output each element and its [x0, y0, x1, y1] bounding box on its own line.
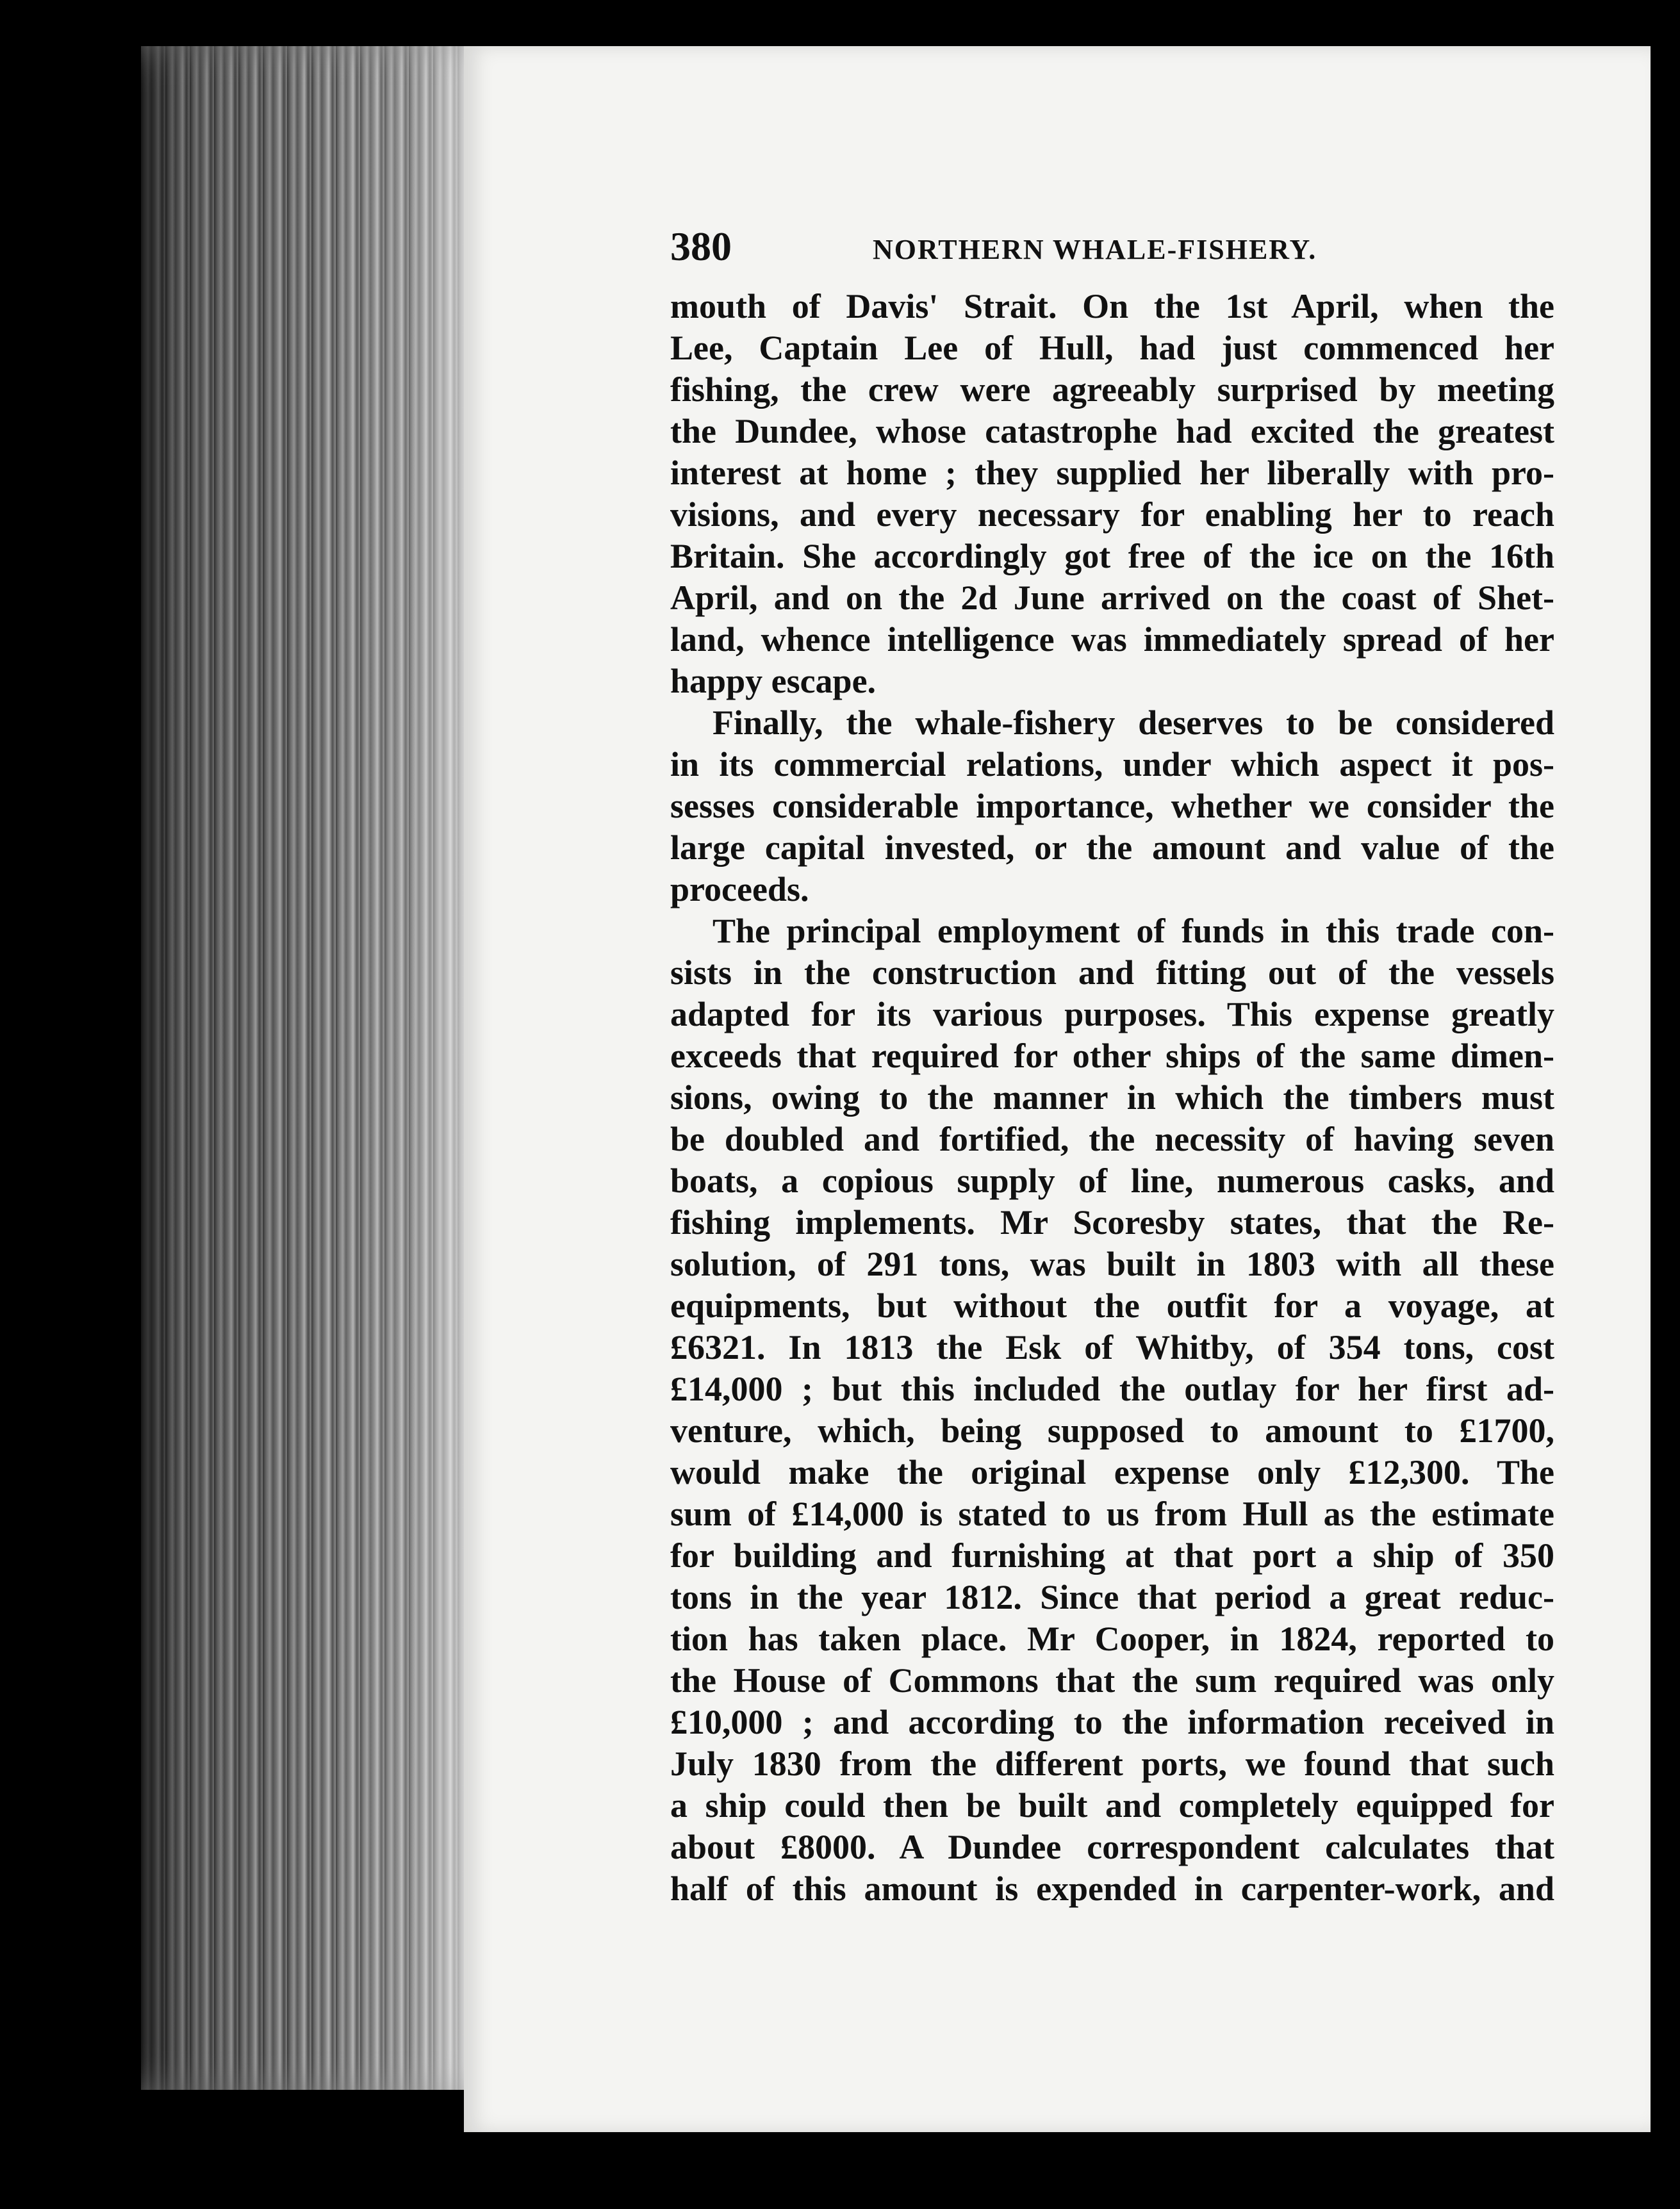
text-line: land, whence intelligence was immediately spread of her: [670, 620, 1554, 659]
text-line: the Dundee, whose catastrophe had excited the greatest: [670, 412, 1554, 450]
text-line: be doubled and fortified, the necessity of having seven: [670, 1120, 1554, 1158]
text-line: tion has taken place. Mr Cooper, in 1824, reported to: [670, 1620, 1554, 1658]
text-line: July 1830 from the different ports, we found that such: [670, 1745, 1554, 1783]
text-line: proceeds.: [670, 870, 809, 908]
text-line: sum of £14,000 is stated to us from Hull as the estimate: [670, 1495, 1554, 1533]
text-line: in its commercial relations, under which aspect it pos-: [670, 745, 1554, 784]
text-line: would make the original expense only £12,300. The: [670, 1453, 1554, 1491]
text-line: fishing implements. Mr Scoresby states, that the Re-: [670, 1203, 1554, 1242]
text-line: solution, of 291 tons, was built in 1803 with all these: [670, 1245, 1554, 1283]
page-edges: [141, 46, 466, 2090]
body-text: [670, 286, 1554, 1910]
text-line: for building and furnishing at that port a ship of 350: [670, 1536, 1554, 1575]
running-title: NORTHERN WHALE-FISHERY.: [873, 234, 1317, 265]
text-line: the House of Commons that the sum required was only: [670, 1661, 1554, 1700]
text-line: tons in the year 1812. Since that period a great reduc-: [670, 1578, 1554, 1616]
text-line: The principal employment of funds in this trade con-: [712, 912, 1554, 950]
text-line: venture, which, being supposed to amount to £1700,: [670, 1411, 1554, 1450]
text-line: Lee, Captain Lee of Hull, had just commenced her: [670, 329, 1554, 367]
text-line: sesses considerable importance, whether we consider the: [670, 787, 1554, 825]
text-line: interest at home ; they supplied her liberally with pro-: [670, 454, 1554, 492]
text-line: visions, and every necessary for enabling her to reach: [670, 495, 1554, 534]
text-line: sions, owing to the manner in which the timbers must: [670, 1078, 1554, 1117]
text-line: fishing, the crew were agreeably surprised by meeting: [670, 370, 1554, 409]
text-line: adapted for its various purposes. This expense greatly: [670, 995, 1554, 1033]
text-line: exceeds that required for other ships of the same dimen-: [670, 1037, 1554, 1075]
text-line: sists in the construction and fitting out of the vessels: [670, 953, 1554, 992]
text-line: £10,000 ; and according to the information received in: [670, 1703, 1554, 1741]
text-line: April, and on the 2d June arrived on the coast of Shet-: [670, 579, 1554, 617]
text-line: boats, a copious supply of line, numerous casks, and: [670, 1162, 1554, 1200]
running-head: [670, 223, 1548, 274]
page-number: 380: [670, 224, 732, 269]
text-line: mouth of Davis' Strait. On the 1st April, when the: [670, 287, 1554, 325]
text-line: equipments, but without the outfit for a voyage, at: [670, 1286, 1554, 1325]
text-line: half of this amount is expended in carpenter-work, and: [670, 1869, 1554, 1908]
text-line: Britain. She accordingly got free of the ice on the 16th: [670, 537, 1554, 575]
text-line: a ship could then be built and completely equipped for: [670, 1786, 1554, 1825]
text-line: about £8000. A Dundee correspondent calculates that: [670, 1828, 1554, 1866]
text-line: Finally, the whale-fishery deserves to be considered: [712, 703, 1554, 742]
text-line: happy escape.: [670, 662, 877, 700]
text-line: £14,000 ; but this included the outlay for her first ad-: [670, 1370, 1554, 1408]
text-line: large capital invested, or the amount and value of the: [670, 828, 1554, 867]
text-line: £6321. In 1813 the Esk of Whitby, of 354 tons, cost: [670, 1328, 1554, 1367]
